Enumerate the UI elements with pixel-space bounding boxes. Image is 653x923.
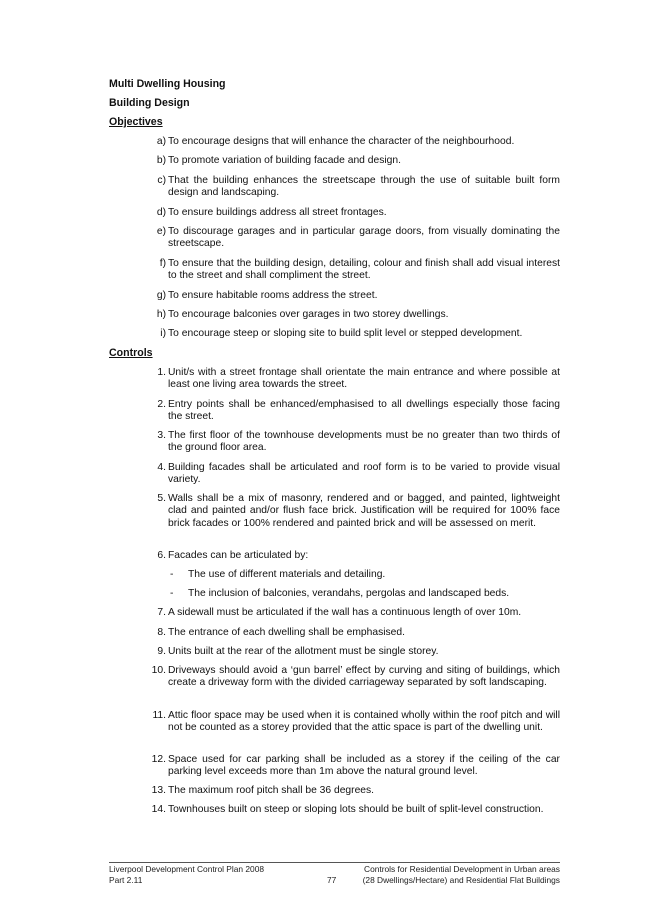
item-marker: 6.: [157, 550, 166, 561]
item-text: To ensure habitable rooms address the street.: [168, 290, 378, 301]
item-marker: i): [160, 328, 166, 339]
item-marker: c): [157, 175, 166, 186]
item-text: Attic floor space may be used when it is contained wholly within the roof pitch and will not be counted as a storey provided that the attic space is part of the dwelling unit.: [168, 710, 560, 734]
item-marker: 2.: [157, 399, 166, 410]
item-marker: 7.: [157, 607, 166, 618]
objectives-heading: Objectives: [109, 116, 163, 128]
item-marker: 11.: [152, 710, 166, 721]
item-text: The entrance of each dwelling shall be emphasised.: [168, 627, 405, 638]
page-number: 77: [327, 875, 337, 885]
item-marker: f): [159, 258, 166, 269]
footer-right-line1: Controls for Residential Development in Urban areas: [364, 864, 560, 874]
item-text: A sidewall must be articulated if the wall has a continuous length of over 10m.: [168, 607, 522, 618]
item-text: Building facades shall be articulated and roof form is to be varied to provide visual variety.: [168, 462, 560, 486]
item-marker: a): [156, 136, 166, 147]
item-text: Units built at the rear of the allotment must be single storey.: [168, 646, 439, 657]
sub-item-text: The use of different materials and detailing.: [188, 569, 386, 580]
page-title: Multi Dwelling Housing: [109, 78, 226, 90]
item-marker: 9.: [157, 646, 166, 657]
item-marker: 5.: [157, 493, 166, 504]
item-marker: 10.: [151, 665, 166, 676]
item-text: To ensure buildings address all street frontages.: [168, 207, 387, 218]
dash-marker: -: [170, 569, 174, 580]
item-marker: e): [156, 226, 166, 237]
controls-heading: Controls: [109, 347, 153, 359]
item-text: To ensure that the building design, detailing, colour and finish shall add visual interest to the street and shall compliment the street.: [168, 258, 560, 282]
sub-item-text: The inclusion of balconies, verandahs, pergolas and landscaped beds.: [188, 588, 510, 599]
footer-right-line2: (28 Dwellings/Hectare) and Residential Flat Buildings: [362, 875, 560, 885]
item-text: Facades can be articulated by:: [168, 550, 309, 561]
item-marker: 1.: [157, 367, 166, 378]
item-marker: d): [156, 207, 166, 218]
footer-left-line2: Part 2.11: [109, 875, 143, 885]
item-text: The first floor of the townhouse developments must be no greater than two thirds of the ground floor area.: [168, 430, 560, 454]
item-text: Walls shall be a mix of masonry, rendered and or bagged, and painted, lightweight clad and painted and/or flush face brick. Justification will be required for 100% face brick facades or 100% rendered and painted brick and will be assessed on merit.: [168, 493, 560, 529]
item-text: Townhouses built on steep or sloping lots should be built of split-level construction.: [168, 804, 544, 815]
item-text: The maximum roof pitch shall be 36 degrees.: [168, 785, 375, 796]
footer-divider: [109, 862, 560, 863]
item-marker: 3.: [157, 430, 166, 441]
section-title: Building Design: [109, 97, 190, 109]
item-marker: h): [156, 309, 166, 320]
item-text: Unit/s with a street frontage shall orientate the main entrance and where possible at least one living area towards the street.: [168, 367, 560, 391]
item-text: Driveways should avoid a ‘gun barrel’ effect by curving and siting of buildings, which create a driveway form with the divided carriageway separated by soft landscaping.: [168, 665, 560, 689]
item-text: To discourage garages and in particular garage doors, from visually dominating the streetscape.: [168, 226, 560, 250]
item-text: To promote variation of building facade and design.: [168, 155, 401, 166]
item-text: Entry points shall be enhanced/emphasised to all dwellings especially those facing the street.: [168, 399, 560, 423]
item-marker: 12.: [151, 754, 166, 765]
item-marker: 13.: [151, 785, 166, 796]
item-marker: 4.: [157, 462, 166, 473]
item-text: To encourage designs that will enhance the character of the neighbourhood.: [168, 136, 515, 147]
item-text: That the building enhances the streetscape through the use of suitable built form design and landscaping.: [168, 175, 560, 199]
item-marker: b): [156, 155, 166, 166]
item-text: To encourage steep or sloping site to build split level or stepped development.: [168, 328, 523, 339]
item-marker: 14.: [151, 804, 166, 815]
item-marker: g): [156, 290, 166, 301]
dash-marker: -: [170, 588, 174, 599]
item-marker: 8.: [157, 627, 166, 638]
footer-left-line1: Liverpool Development Control Plan 2008: [109, 864, 265, 874]
item-text: Space used for car parking shall be included as a storey if the ceiling of the car parking level exceeds more than 1m above the natural ground level.: [168, 754, 560, 778]
item-text: To encourage balconies over garages in two storey dwellings.: [168, 309, 449, 320]
